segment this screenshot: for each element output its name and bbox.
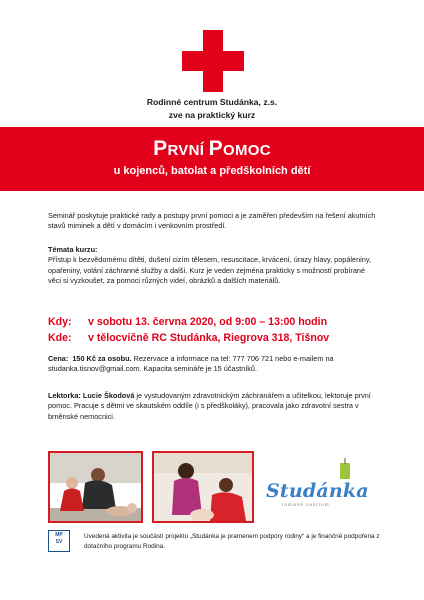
lecturer-text: je vystudovaným zdravotnickým záchranářem a učitelkou, lektoruje první pomoc. Pracuje s dětmi ve skautském oddíle (i s předškoláky), pracovala jako zdravotní sestra v brněnské nemocnici. <box>48 391 371 421</box>
event-details <box>48 314 388 346</box>
topics-text: Přístup k bezvědomému dítěti, dušení cizím tělesem, resuscitace, krvácení, úrazy hlavy, popáleniny, opařeniny, volání záchranné služby a další. Kurz je veden zejména prakticky s možností probírané věci si vyzkoušet, za pomoci různých videí, obrázků a dalších materiálů. <box>48 255 371 286</box>
logo-tag-icon <box>338 458 352 480</box>
mpsv-logo: MP SV <box>48 530 70 552</box>
price-label: Cena: <box>48 354 69 363</box>
title-banner <box>0 127 424 191</box>
topics-section <box>48 245 378 287</box>
price-amount: 150 Kč za osobu. <box>72 354 132 363</box>
training-photo-2 <box>152 451 254 523</box>
event-where <box>48 330 388 346</box>
logo-subtitle: rodinné centrum <box>282 502 330 507</box>
when-value: v sobotu 13. června 2020, od 9:00 – 13:00 hodin <box>88 316 328 328</box>
price-text: Rezervace a informace na tel: 777 706 721 nebo e-mailem na studanka.tisnov@gmail.com. Kapacita semináře je 15 účastníků. <box>48 354 334 374</box>
funding-note: Uvedená aktivita je součástí projektu „Studánka je pramenem podpory rodiny“ a je finančně podpořena z dotačního programu Rodina. <box>84 533 380 550</box>
course-subtitle: u kojenců, batolat a předškolních dětí <box>113 165 311 177</box>
invitation-line: zve na praktický kurz <box>168 110 256 120</box>
where-label: Kde: <box>48 332 72 344</box>
price-paragraph <box>48 354 378 375</box>
organizer-name: Rodinné centrum Studánka, z.s. <box>146 97 278 107</box>
red-cross-icon <box>182 30 244 92</box>
where-value: v tělocvičně RC Studánka, Riegrova 318, Tišnov <box>88 332 330 344</box>
topics-heading: Témata kurzu: <box>48 245 98 254</box>
course-title: PRVNÍ POMOC <box>153 137 271 160</box>
intro-paragraph: Seminář poskytuje praktické rady a postupy první pomoci a je zaměřen především na řešení akutních stavů miminek a dětí v domácím i venkovním prostředí. <box>48 211 376 231</box>
logo-wordmark: Studánka <box>266 480 369 502</box>
when-label: Kdy: <box>48 316 72 328</box>
studanka-logo <box>266 458 369 518</box>
organizer-heading <box>0 96 424 122</box>
training-photo-1 <box>48 451 143 523</box>
lecturer-label: Lektorka: Lucie Škodová <box>48 391 135 400</box>
event-when <box>48 314 388 330</box>
lecturer-paragraph <box>48 391 378 422</box>
